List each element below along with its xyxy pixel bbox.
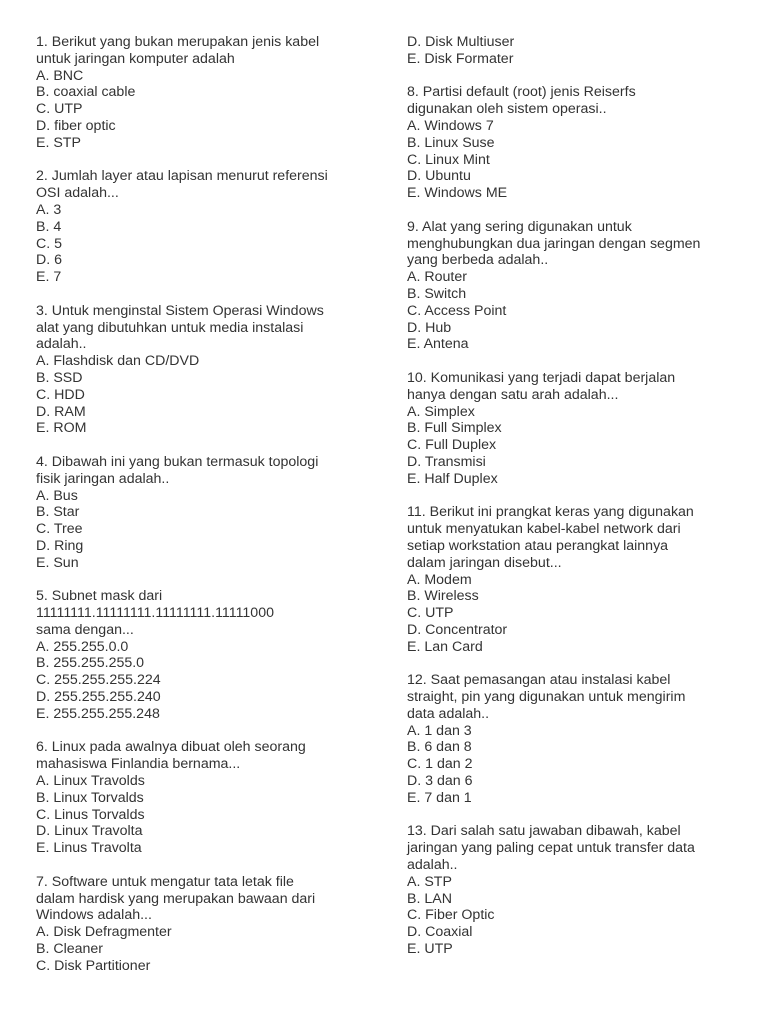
answer-option: E. Disk Formater: [407, 50, 514, 67]
question-block: [407, 672, 737, 806]
answer-option: B. Switch: [407, 285, 467, 302]
answer-option: C. UTP: [36, 101, 83, 118]
question-block: [36, 588, 366, 722]
answer-option: B. Cleaner: [36, 941, 104, 958]
answer-option: A. Disk Defragmenter: [36, 924, 172, 941]
answer-option: C. Full Duplex: [407, 437, 497, 454]
answer-option: C. Fiber Optic: [407, 907, 495, 924]
question-text: 7. Software untuk mengatur tata letak file dalam hardisk yang merupakan bawaan dari Windows adalah...: [36, 873, 316, 924]
question-block: [407, 823, 737, 957]
question-text: 1. Berikut yang bukan merupakan jenis kabel untuk jaringan komputer adalah: [36, 34, 320, 67]
answer-option: C. 1 dan 2: [407, 756, 473, 773]
answer-option: E. Sun: [36, 554, 79, 571]
answer-option: D. 255.255.255.240: [36, 689, 161, 706]
answer-option: A. STP: [407, 873, 452, 890]
question-block: [407, 504, 737, 655]
answer-option: B. Linux Suse: [407, 134, 495, 151]
left-column: [36, 34, 366, 991]
question-block: [36, 454, 366, 572]
answer-option: B. 255.255.255.0: [36, 655, 145, 672]
answer-option: B. Linux Torvalds: [36, 789, 144, 806]
question-text: 12. Saat pemasangan atau instalasi kabel straight, pin yang digunakan untuk mengirim data adalah..: [407, 672, 686, 722]
answer-option: E. Antena: [407, 336, 469, 353]
answer-option: B. Full Simplex: [407, 420, 502, 437]
question-7-continuation: [407, 34, 737, 68]
answer-option: D. fiber optic: [36, 117, 116, 134]
answer-option: D. Disk Multiuser: [407, 34, 515, 50]
answer-option: E. 7: [36, 269, 62, 286]
answer-option: E. Lan Card: [407, 638, 483, 655]
answer-option: C. 5: [36, 235, 63, 252]
answer-option: D. 6: [36, 252, 63, 269]
answer-option: C. Linux Mint: [407, 151, 490, 168]
answer-option: C. Linus Torvalds: [36, 806, 145, 823]
answer-option: A. Bus: [36, 487, 78, 504]
answer-option: E. UTP: [407, 941, 453, 958]
answer-option: D. Hub: [407, 319, 452, 336]
answer-option: E. Half Duplex: [407, 470, 498, 487]
answer-option: E. 7 dan 1: [407, 789, 472, 806]
answer-option: D. Linux Travolta: [36, 823, 143, 840]
question-text: 11. Berikut ini prangkat keras yang digunakan untuk menyatukan kabel-kabel network dari setiap workstation atau perangkat lainnya dalam jaringan disebut...: [407, 504, 694, 571]
answer-option: D. Ubuntu: [407, 168, 471, 185]
question-block: [407, 84, 737, 202]
answer-option: E. Linus Travolta: [36, 840, 142, 857]
answer-option: B. SSD: [36, 369, 83, 386]
answer-option: B. 6 dan 8: [407, 739, 472, 756]
answer-option: D. Coaxial: [407, 924, 473, 941]
answer-option: A. Router: [407, 269, 467, 286]
answer-option: B. Star: [36, 504, 80, 521]
answer-option: C. Access Point: [407, 302, 507, 319]
answer-option: D. RAM: [36, 403, 86, 420]
question-block: [36, 874, 366, 975]
answer-option: A. 1 dan 3: [407, 722, 472, 739]
question-text: 8. Partisi default (root) jenis Reiserfs digunakan oleh sistem operasi..: [407, 84, 636, 118]
question-text: 2. Jumlah layer atau lapisan menurut referensi OSI adalah...: [36, 168, 328, 202]
answer-option: A. Modem: [407, 571, 472, 588]
answer-option: A. 3: [36, 201, 62, 218]
answer-option: A. BNC: [36, 67, 84, 84]
answer-option: C. UTP: [407, 605, 454, 622]
question-text: 3. Untuk menginstal Sistem Operasi Windows alat yang dibutuhkan untuk media instalasi adalah..: [36, 302, 324, 353]
answer-option: C. Disk Partitioner: [36, 957, 151, 974]
answer-option: D. 3 dan 6: [407, 773, 473, 790]
right-column: [407, 34, 737, 975]
question-text: 10. Komunikasi yang terjadi dapat berjalan hanya dengan satu arah adalah...: [407, 369, 676, 403]
question-block: [36, 168, 366, 286]
answer-option: C. Tree: [36, 521, 83, 538]
answer-option: B. LAN: [407, 890, 452, 907]
answer-option: E. STP: [36, 134, 81, 151]
answer-option: C. 255.255.255.224: [36, 672, 161, 689]
answer-option: D. Transmisi: [407, 453, 486, 470]
answer-option: E. 255.255.255.248: [36, 705, 160, 722]
question-text: 5. Subnet mask dari 11111111.11111111.11111111.11111000 sama dengan...: [36, 588, 274, 638]
question-block: [36, 34, 366, 152]
answer-option: B. coaxial cable: [36, 84, 136, 101]
answer-option: A. 255.255.0.0: [36, 638, 129, 655]
answer-option: E. Windows ME: [407, 185, 508, 202]
question-text: 6. Linux pada awalnya dibuat oleh seorang mahasiswa Finlandia bernama...: [36, 739, 306, 773]
answer-option: B. Wireless: [407, 588, 479, 605]
question-text: 4. Dibawah ini yang bukan termasuk topologi fisik jaringan adalah..: [36, 453, 319, 487]
question-block: [36, 303, 366, 437]
answer-option: C. HDD: [36, 386, 85, 403]
question-text: 9. Alat yang sering digunakan untuk menghubungkan dua jaringan dengan segmen yang berbeda adalah..: [407, 218, 701, 269]
question-block: [36, 739, 366, 857]
answer-option: E. ROM: [36, 420, 87, 437]
answer-option: D. Concentrator: [407, 621, 508, 638]
answer-option: A. Linux Travolds: [36, 773, 145, 790]
question-text: 13. Dari salah satu jawaban dibawah, kabel jaringan yang paling cepat untuk transfer data adalah..: [407, 823, 695, 874]
answer-option: A. Windows 7: [407, 117, 494, 134]
answer-option: A. Simplex: [407, 403, 475, 420]
answer-option: A. Flashdisk dan CD/DVD: [36, 353, 200, 370]
question-block: [407, 370, 737, 488]
answer-option: B. 4: [36, 218, 62, 235]
answer-option: D. Ring: [36, 537, 84, 554]
question-block: [407, 219, 737, 353]
